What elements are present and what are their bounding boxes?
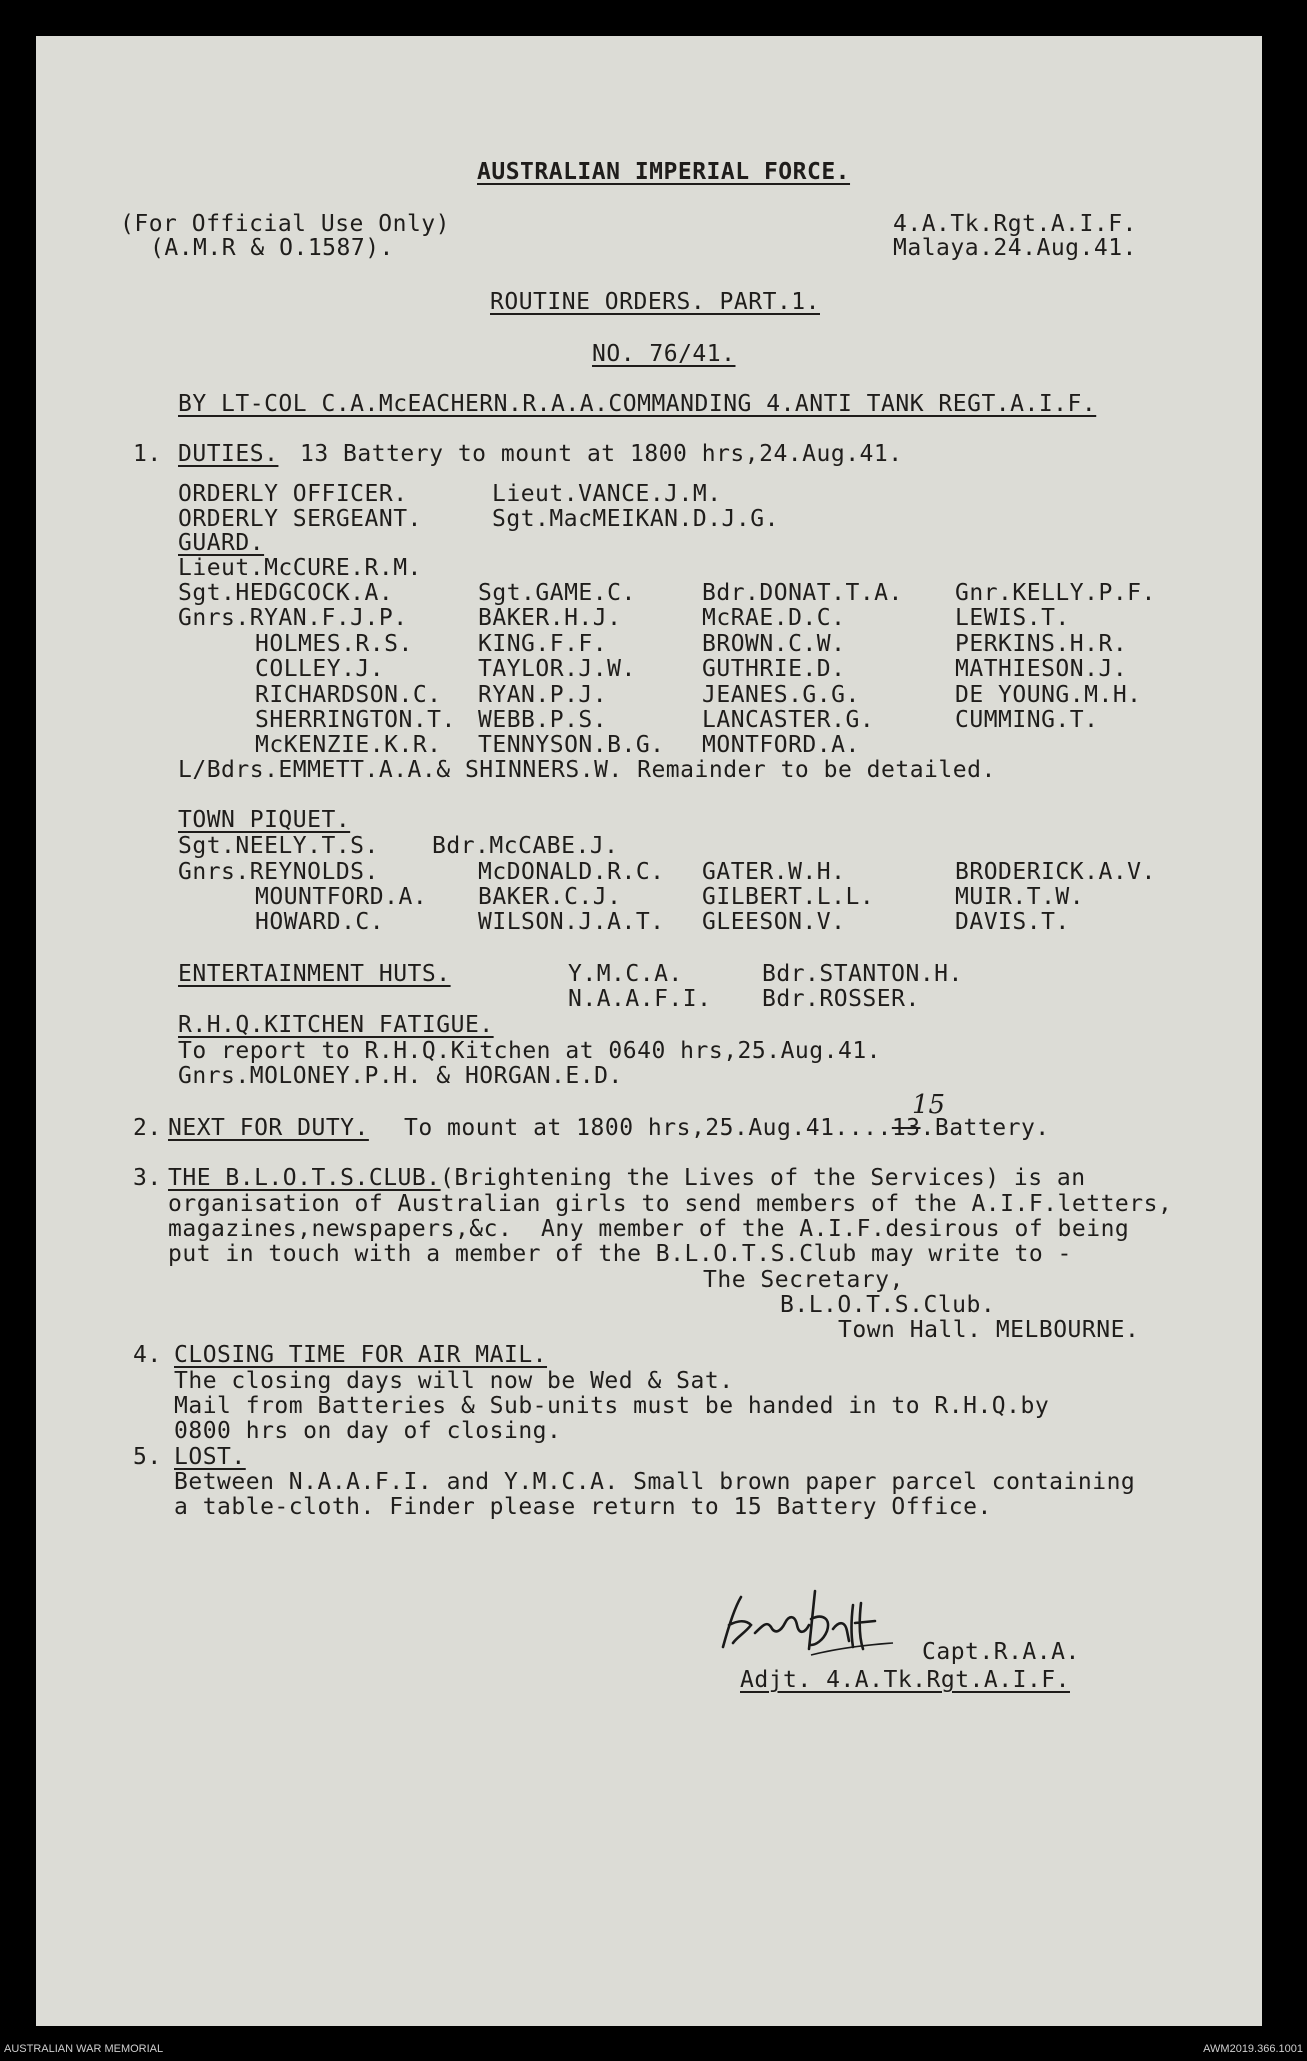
blots-text-line: magazines,newspapers,&c. Any member of the A.I.F.desirous of being bbox=[168, 1216, 1130, 1242]
signatory-appointment: Adjt. 4.A.Tk.Rgt.A.I.F. bbox=[740, 1667, 1070, 1693]
guard-name: Sgt.GAME.C. bbox=[478, 580, 636, 606]
guard-name: BROWN.C.W. bbox=[702, 631, 846, 657]
piquet-name: MUIR.T.W. bbox=[955, 884, 1085, 910]
kitchen-fatigue-instruction: To report to R.H.Q.Kitchen at 0640 hrs,25.Aug.41. bbox=[178, 1038, 882, 1064]
amr-reference: (A.M.R & O.1587). bbox=[150, 235, 394, 261]
orderly-officer-label: ORDERLY OFFICER. bbox=[178, 481, 408, 507]
unit-designation: 4.A.Tk.Rgt.A.I.F. bbox=[893, 211, 1137, 237]
piquet-name: BRODERICK.A.V. bbox=[955, 859, 1156, 885]
air-mail-heading: CLOSING TIME FOR AIR MAIL. bbox=[174, 1342, 548, 1368]
duties-text: 13 Battery to mount at 1800 hrs,24.Aug.41. bbox=[300, 441, 903, 467]
orderly-sergeant-label: ORDERLY SERGEANT. bbox=[178, 506, 422, 532]
struck-battery-number: 13 bbox=[891, 1115, 921, 1141]
lost-heading: LOST. bbox=[174, 1444, 246, 1470]
guard-name: JEANES.G.G. bbox=[702, 682, 860, 708]
guard-name: PERKINS.H.R. bbox=[955, 631, 1128, 657]
guard-name: TENNYSON.B.G. bbox=[478, 732, 665, 758]
piquet-name: GILBERT.L.L. bbox=[702, 884, 875, 910]
kitchen-fatigue-heading: R.H.Q.KITCHEN FATIGUE. bbox=[178, 1012, 494, 1038]
blots-text-line: organisation of Australian girls to send members of the A.I.F.letters, bbox=[168, 1191, 1173, 1217]
item-number-4: 4. bbox=[133, 1342, 162, 1368]
next-for-duty-heading: NEXT FOR DUTY. bbox=[168, 1115, 369, 1141]
hut-nco: Bdr.ROSSER. bbox=[762, 986, 920, 1012]
piquet-name: McDONALD.R.C. bbox=[478, 859, 665, 885]
guard-name: McKENZIE.K.R. bbox=[255, 732, 442, 758]
piquet-nco: Bdr.McCABE.J. bbox=[432, 833, 619, 859]
archive-credit: AUSTRALIAN WAR MEMORIAL bbox=[4, 2043, 164, 2055]
piquet-name: WILSON.J.A.T. bbox=[478, 909, 665, 935]
guard-remainder-note: L/Bdrs.EMMETT.A.A.& SHINNERS.W. Remainder to be detailed. bbox=[178, 757, 996, 783]
blots-address-line: The Secretary, bbox=[703, 1267, 904, 1293]
archive-accession-number: AWM2019.366.1001 bbox=[1203, 2043, 1303, 2055]
blots-address-line: B.L.O.T.S.Club. bbox=[780, 1292, 996, 1318]
handwritten-signature bbox=[715, 1585, 915, 1675]
guard-name: COLLEY.J. bbox=[255, 656, 385, 682]
orders-title: ROUTINE ORDERS. PART.1. bbox=[490, 289, 820, 315]
guard-name: GUTHRIE.D. bbox=[702, 656, 846, 682]
guard-name: SHERRINGTON.T. bbox=[255, 707, 456, 733]
document-title: AUSTRALIAN IMPERIAL FORCE. bbox=[477, 159, 851, 185]
blots-club-heading: THE B.L.O.T.S.CLUB. bbox=[168, 1165, 441, 1191]
orderly-officer: Lieut.VANCE.J.M. bbox=[492, 481, 722, 507]
guard-name: KING.F.F. bbox=[478, 631, 608, 657]
hut-name: Y.M.C.A. bbox=[568, 961, 683, 987]
guard-name: TAYLOR.J.W. bbox=[478, 656, 636, 682]
guard-name: RYAN.P.J. bbox=[478, 682, 608, 708]
orderly-sergeant: Sgt.MacMEIKAN.D.J.G. bbox=[492, 506, 779, 532]
signatory-rank: Capt.R.A.A. bbox=[922, 1639, 1080, 1665]
guard-name: MONTFORD.A. bbox=[702, 732, 860, 758]
guard-name: DE YOUNG.M.H. bbox=[955, 682, 1142, 708]
place-date: Malaya.24.Aug.41. bbox=[893, 235, 1137, 261]
guard-officer: Lieut.McCURE.R.M. bbox=[178, 555, 422, 581]
guard-name: Gnrs.RYAN.F.J.P. bbox=[178, 605, 408, 631]
item-number-1: 1. bbox=[133, 441, 162, 467]
blots-text-line: (Brightening the Lives of the Services) is an bbox=[440, 1165, 1086, 1191]
hut-name: N.A.A.F.I. bbox=[568, 986, 712, 1012]
air-mail-text-line: The closing days will now be Wed & Sat. bbox=[174, 1368, 734, 1394]
handwritten-correction: 15 bbox=[912, 1090, 946, 1120]
item-number-3: 3. bbox=[133, 1165, 162, 1191]
next-for-duty-text-b: .Battery. bbox=[920, 1115, 1050, 1141]
blots-text-line: put in touch with a member of the B.L.O.T.S.Club may write to - bbox=[168, 1241, 1072, 1267]
piquet-name: HOWARD.C. bbox=[255, 909, 385, 935]
entertainment-huts-heading: ENTERTAINMENT HUTS. bbox=[178, 961, 451, 987]
orders-number: NO. 76/41. bbox=[592, 341, 736, 367]
next-for-duty-text bbox=[404, 1116, 1050, 1140]
commanding-officer-line: BY LT-COL C.A.McEACHERN.R.A.A.COMMANDING 4.ANTI TANK REGT.A.I.F. bbox=[178, 391, 1097, 417]
piquet-name: GLEESON.V. bbox=[702, 909, 846, 935]
guard-name: McRAE.D.C. bbox=[702, 605, 846, 631]
piquet-nco: Sgt.NEELY.T.S. bbox=[178, 833, 379, 859]
guard-name: Gnr.KELLY.P.F. bbox=[955, 580, 1156, 606]
guard-name: BAKER.H.J. bbox=[478, 605, 622, 631]
air-mail-text-line: 0800 hrs on day of closing. bbox=[174, 1418, 562, 1444]
air-mail-text-line: Mail from Batteries & Sub-units must be handed in to R.H.Q.by bbox=[174, 1393, 1050, 1419]
lost-text-line: a table-cloth. Finder please return to 15 Battery Office. bbox=[174, 1494, 992, 1520]
item-number-2: 2. bbox=[133, 1115, 162, 1141]
piquet-name: DAVIS.T. bbox=[955, 909, 1070, 935]
blots-address-line: Town Hall. MELBOURNE. bbox=[838, 1317, 1140, 1343]
guard-name: LEWIS.T. bbox=[955, 605, 1070, 631]
item-number-5: 5. bbox=[133, 1444, 162, 1470]
piquet-name: Gnrs.REYNOLDS. bbox=[178, 859, 379, 885]
piquet-name: GATER.W.H. bbox=[702, 859, 846, 885]
guard-name: MATHIESON.J. bbox=[955, 656, 1128, 682]
guard-name: LANCASTER.G. bbox=[702, 707, 875, 733]
official-use-note: (For Official Use Only) bbox=[120, 211, 450, 237]
guard-name: Sgt.HEDGCOCK.A. bbox=[178, 580, 394, 606]
piquet-name: BAKER.C.J. bbox=[478, 884, 622, 910]
hut-nco: Bdr.STANTON.H. bbox=[762, 961, 963, 987]
duties-heading: DUTIES. bbox=[178, 441, 279, 467]
guard-heading: GUARD. bbox=[178, 530, 265, 556]
guard-name: WEBB.P.S. bbox=[478, 707, 608, 733]
guard-name: CUMMING.T. bbox=[955, 707, 1099, 733]
piquet-name: MOUNTFORD.A. bbox=[255, 884, 428, 910]
town-piquet-heading: TOWN PIQUET. bbox=[178, 807, 351, 833]
kitchen-fatigue-names: Gnrs.MOLONEY.P.H. & HORGAN.E.D. bbox=[178, 1063, 623, 1089]
guard-name: RICHARDSON.C. bbox=[255, 682, 442, 708]
guard-name: HOLMES.R.S. bbox=[255, 631, 413, 657]
next-for-duty-text-a: To mount at 1800 hrs,25.Aug.41.... bbox=[404, 1115, 892, 1141]
lost-text-line: Between N.A.A.F.I. and Y.M.C.A. Small brown paper parcel containing bbox=[174, 1469, 1136, 1495]
guard-name: Bdr.DONAT.T.A. bbox=[702, 580, 903, 606]
